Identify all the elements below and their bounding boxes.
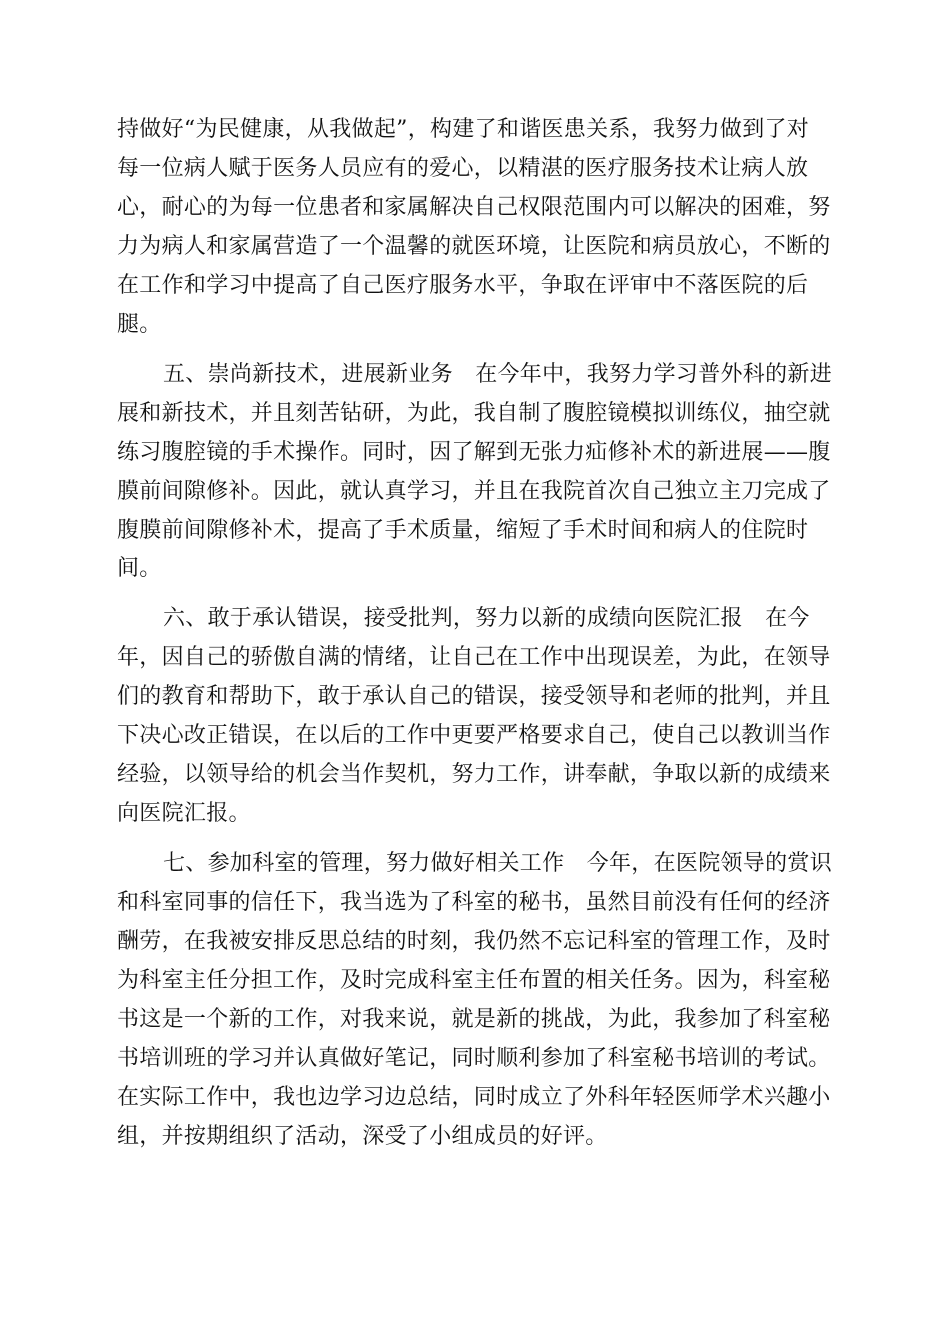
paragraph-line: 练习腹腔镜的手术操作。同时，因了解到无张力疝修补术的新进展——腹 <box>117 440 831 465</box>
paragraph-line: 和科室同事的信任下，我当选为了科室的秘书，虽然目前没有任何的经济 <box>117 890 831 915</box>
paragraph-line: 间。 <box>117 556 162 581</box>
paragraph-line: 五、崇尚新技术，进展新业务 在今年中，我努力学习普外科的新进 <box>163 362 833 387</box>
paragraph-line: 力为病人和家属营造了一个温馨的就医环境，让医院和病员放心，不断的 <box>117 234 831 259</box>
paragraph-line: 组，并按期组织了活动，深受了小组成员的好评。 <box>117 1124 608 1149</box>
paragraph-line: 腹膜前间隙修补术，提高了手术质量，缩短了手术时间和病人的住院时 <box>117 518 809 543</box>
paragraph-line: 展和新技术，并且刻苦钻研，为此，我自制了腹腔镜模拟训练仪，抽空就 <box>117 401 831 426</box>
paragraph-line: 酬劳，在我被安排反思总结的时刻，我仍然不忘记科室的管理工作，及时 <box>117 929 831 954</box>
paragraph-line: 腿。 <box>117 312 162 337</box>
paragraph-line: 书培训班的学习并认真做好笔记，同时顺利参加了科室秘书培训的考试。 <box>117 1046 831 1071</box>
paragraph-line: 六、敢于承认错误，接受批判，努力以新的成绩向医院汇报 在今 <box>163 606 810 631</box>
paragraph-line: 书这是一个新的工作，对我来说，就是新的挑战，为此，我参加了科室秘 <box>117 1007 831 1032</box>
paragraph-line: 持做好“为民健康，从我做起”，构建了和谐医患关系，我努力做到了对 <box>117 117 810 142</box>
paragraph-line: 下决心改正错误，在以后的工作中更要严格要求自己，使自己以教训当作 <box>117 723 831 748</box>
paragraph-line: 膜前间隙修补。因此，就认真学习，并且在我院首次自己独立主刀完成了 <box>117 479 831 504</box>
paragraph-line: 七、参加科室的管理，努力做好相关工作 今年，在医院领导的赏识 <box>163 851 833 876</box>
paragraph-line: 在工作和学习中提高了自己医疗服务水平，争取在评审中不落医院的后 <box>117 273 809 298</box>
paragraph-line: 为科室主任分担工作，及时完成科室主任布置的相关任务。因为，科室秘 <box>117 968 831 993</box>
paragraph-line: 在实际工作中，我也边学习边总结，同时成立了外科年轻医师学术兴趣小 <box>117 1085 831 1110</box>
paragraph-line: 年，因自己的骄傲自满的情绪，让自己在工作中出现误差，为此，在领导 <box>117 645 831 670</box>
paragraph-line: 每一位病人赋于医务人员应有的爱心，以精湛的医疗服务技术让病人放 <box>117 156 809 181</box>
paragraph-line: 心，耐心的为每一位患者和家属解决自己权限范围内可以解决的困难，努 <box>117 195 831 220</box>
paragraph-line: 们的教育和帮助下，敢于承认自己的错误，接受领导和老师的批判，并且 <box>117 684 831 709</box>
paragraph-line: 经验，以领导给的机会当作契机，努力工作，讲奉献，争取以新的成绩来 <box>117 762 831 787</box>
paragraph-line: 向医院汇报。 <box>117 801 251 826</box>
